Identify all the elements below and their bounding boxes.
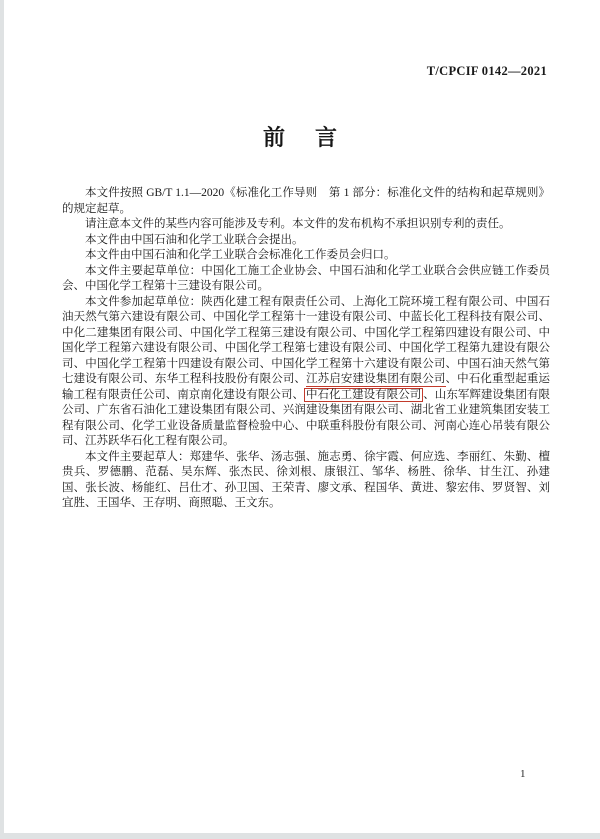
participating-units-text-1: 本文件参加起草单位：陕西化建工程有限责任公司、上海化工院环境工程有限公司、中国石油天然气第六建设有限公司、中国化学工程第十一建设有限公司、中蓝长化工程科技有限公司、中化二建集团有限公司、中国化学工程第三建设有限公司、中国化学工程第四建设有限公司、中国化学工程第六建设有限公司、中国化学工程第七建设有限公司、中国化学工程第九建设有限公司、中国化学工程第十四建设有限公司、中国化学工程第十六建设有限公司、中国石油天然气第七建设有限公司、东华工程科技股份有限公司、 bbox=[62, 295, 550, 385]
document-page bbox=[4, 0, 600, 833]
paragraph-centralized-by: 本文件由中国石油和化学工业联合会标准化工作委员会归口。 bbox=[85, 249, 396, 261]
paragraph-drafting-basis: 本文件按照 GB/T 1.1—2020《标准化工作导则 第 1 部分：标准化文件的结构和起草规则》的规定起草。 bbox=[62, 187, 550, 215]
paragraph-main-drafters: 本文件主要起草人：郑建华、张华、汤志强、施志勇、徐宇霞、何应选、李丽红、朱勤、檀贵兵、罗德鹏、范磊、吴东辉、张杰民、徐刘根、康银江、邹华、杨胜、徐华、甘生江、孙建国、张长波、杨能红、吕仕才、孙卫国、王荣青、廖文承、程国华、黄进、黎宏伟、罗贤智、刘宜胜、王国华、王存明、商照聪、王文东。 bbox=[62, 450, 550, 509]
page-number: 1 bbox=[520, 768, 526, 780]
foreword-title: 前 言 bbox=[262, 125, 341, 150]
paragraph-proposed-by: 本文件由中国石油和化学工业联合会提出。 bbox=[85, 233, 304, 246]
participating-units-text-2: 、中石化重型起重运输工程有限责任公司、南京南化建设有限公司、 bbox=[62, 373, 551, 401]
foreword-body bbox=[62, 186, 550, 512]
standard-number: T/CPCIF 0142—2021 bbox=[426, 64, 547, 78]
red-underlined-company: 江苏启安建设集团有限公司 bbox=[306, 373, 446, 385]
paragraph-participating-units bbox=[62, 295, 550, 450]
paragraph-main-drafting-units: 本文件主要起草单位：中国化工施工企业协会、中国石油和化学工业联合会供应链工作委员会、中国化学工程第十三建设有限公司。 bbox=[62, 264, 550, 292]
paragraph-patent-notice: 请注意本文件的某些内容可能涉及专利。本文件的发布机构不承担识别专利的责任。 bbox=[85, 218, 511, 230]
red-boxed-company: 中石化工建设有限公司 bbox=[306, 388, 422, 401]
participating-units-text-3: 、山东军辉建设集团有限公司、广东省石油化工建设集团有限公司、兴润建设集团有限公司、湖北省工业建筑集团安装工程有限公司、化学工业设备质量监督检验中心、中联重科股份有限公司、河南心连心吊装有限公司、江苏跃华石化工程有限公司。 bbox=[62, 388, 551, 447]
